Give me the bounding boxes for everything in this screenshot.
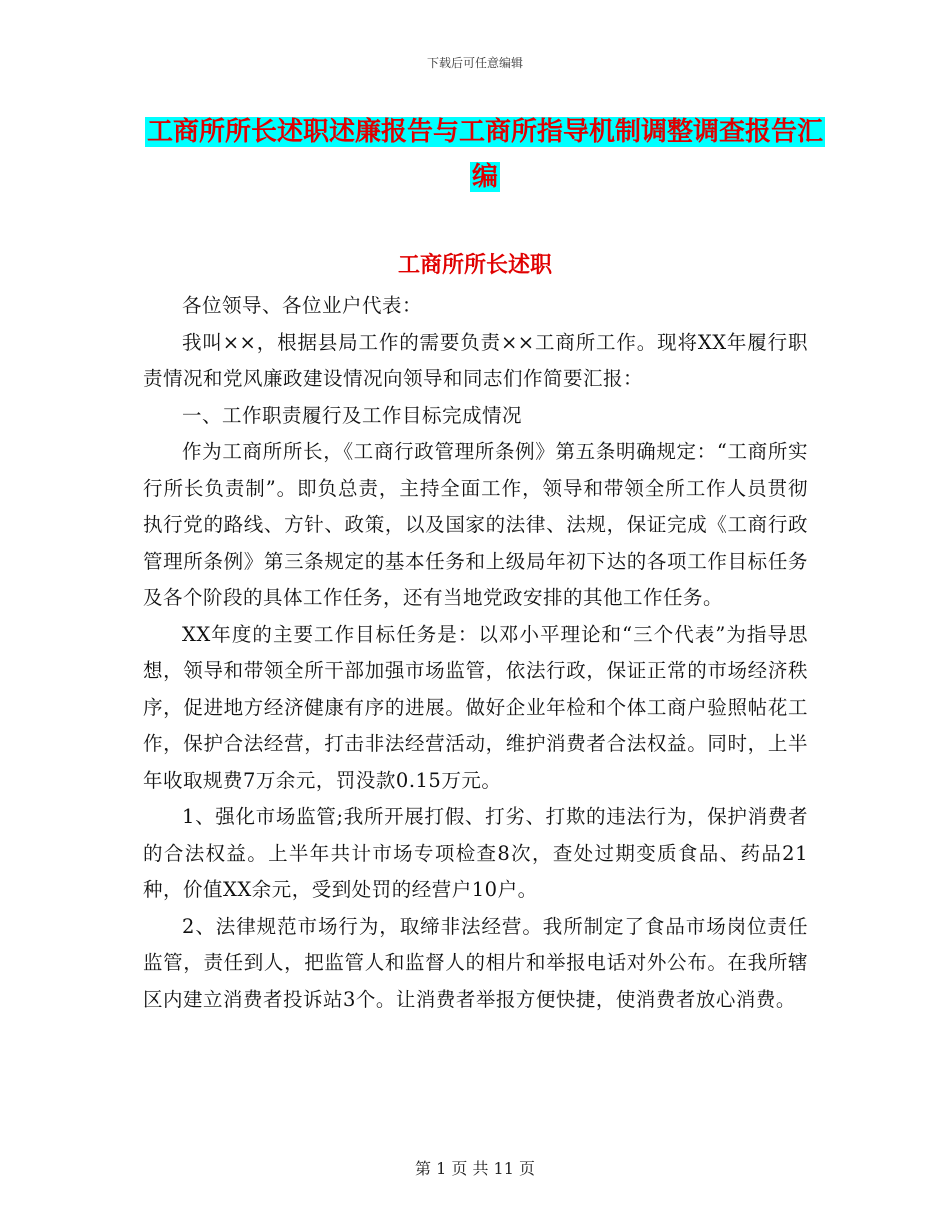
page-header-note: 下载后可任意编辑 xyxy=(426,56,523,70)
section-title: 工商所所长述职 xyxy=(397,253,552,278)
body-paragraph: 我叫××，根据县局工作的需要负责××工商所工作。现将XX年履行职责情况和党风廉政建设情况向领导和同志们作简要汇报： xyxy=(143,330,808,390)
document-title xyxy=(140,110,830,200)
page-number-footer: 第 1 页 共 11 页 xyxy=(415,1159,535,1178)
body-paragraph: 作为工商所所长，《工商行政管理所条例》第五条明确规定：“工商所实行所长负责制”。即负总责，主持全面工作，领导和带领全所工作人员贯彻执行党的路线、方针、政策，以及国家的法律、法规，保证完成《工商行政管理所条例》第三条规定的基本任务和上级局年初下达的各项工作目标任务及各个阶段的具体工作任务，还有当地党政安排的其他工作任务。 xyxy=(143,440,808,609)
document-title-text: 工商所所长述职述廉报告与工商所指导机制调整调查报告汇编 xyxy=(146,117,823,192)
body-paragraph: 1、强化市场监管;我所开展打假、打劣、打欺的违法行为，保护消费者的合法权益。上半年共计市场专项检查8次，查处过期变质食品、药品21种，价值XX余元，受到处罚的经营户10户。 xyxy=(143,805,808,901)
body-paragraph: XX年度的主要工作目标任务是：以邓小平理论和“三个代表”为指导思想，领导和带领全所干部加强市场监管，依法行政，保证正常的市场经济秩序，促进地方经济健康有序的进展。做好企业年检和个体工商户验照帖花工作，保护合法经营，打击非法经营活动，维护消费者合法权益。同时，上半年收取规费7万余元，罚没款0.15万元。 xyxy=(143,622,808,792)
body-paragraph: 一、工作职责履行及工作目标完成情况 xyxy=(182,403,523,427)
body-paragraph: 各位领导、各位业户代表： xyxy=(182,294,423,317)
body-paragraph: 2、法律规范市场行为，取缔非法经营。我所制定了食品市场岗位责任监管，责任到人，把监管人和监督人的相片和举报电话对外公布。在我所辖区内建立消费者投诉站3个。让消费者举报方便快捷，使消费者放心消费。 xyxy=(143,914,808,1011)
document-body xyxy=(143,288,808,1018)
